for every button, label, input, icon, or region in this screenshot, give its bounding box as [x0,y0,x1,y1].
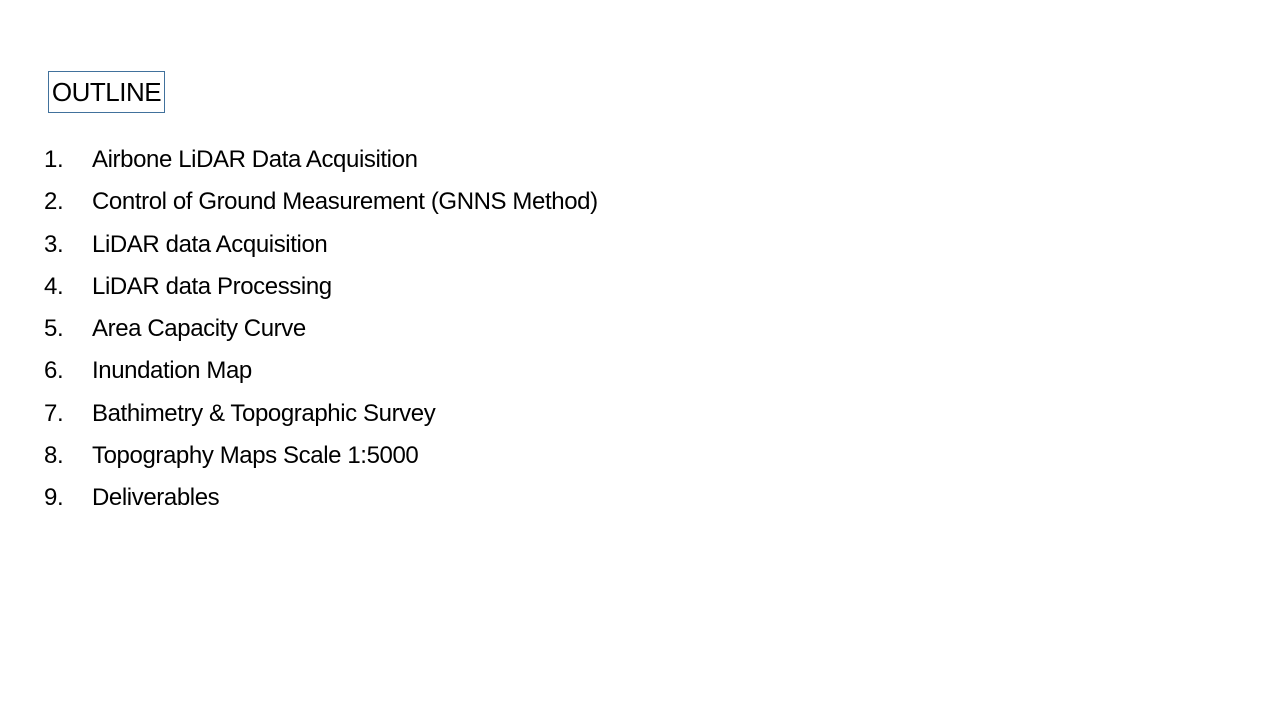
list-item-number: 8. [44,442,64,470]
list-item [44,266,1144,308]
list-item-label: Bathimetry & Topographic Survey [92,399,436,427]
list-item-number: 7. [44,399,64,427]
list-item-number: 6. [44,357,64,385]
list-item [44,308,1144,350]
list-item-label: Control of Ground Measurement (GNNS Method) [92,188,598,216]
list-item [44,350,1144,392]
list-item [44,224,1144,266]
outline-title-box [48,71,165,113]
list-item [44,181,1144,223]
list-item-label: Inundation Map [92,357,252,385]
list-item-number: 9. [44,484,64,512]
list-item-number: 5. [44,315,64,343]
list-item-number: 3. [44,230,64,258]
list-item-number: 1. [44,146,64,173]
slide-title: OUTLINE [51,76,162,107]
list-item [44,139,1144,181]
outline-list [44,139,1144,520]
list-item [44,435,1144,477]
list-item-label: Airbone LiDAR Data Acquisition [92,146,418,173]
list-item-label: LiDAR data Acquisition [92,230,328,258]
list-item-label: Topography Maps Scale 1:5000 [92,442,419,470]
list-item-label: Area Capacity Curve [92,315,306,343]
list-item [44,393,1144,435]
list-item [44,477,1144,519]
list-item-label: LiDAR data Processing [92,272,332,300]
list-item-label: Deliverables [92,484,220,512]
list-item-number: 4. [44,272,64,300]
list-item-number: 2. [44,188,64,216]
